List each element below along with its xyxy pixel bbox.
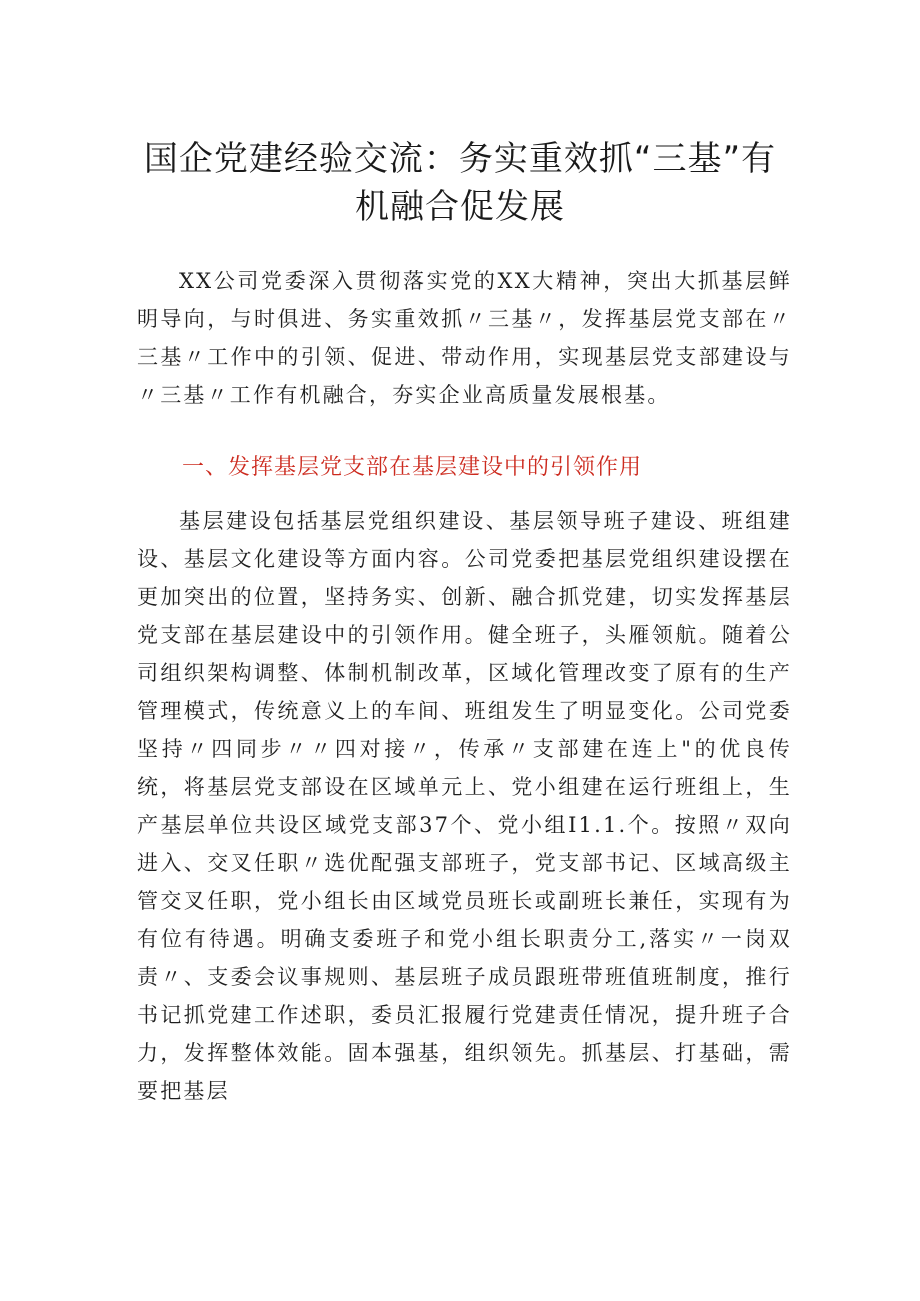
intro-paragraph: XX公司党委深入贯彻落实党的XX大精神，突出大抓基层鲜明导向，与时俱进、务实重效抓〃三基〃，发挥基层党支部在〃三基〃工作中的引领、促进、带动作用，实现基层党支部建设与〃三基〃工作有机融合，夯实企业高质量发展根基。 — [137, 269, 792, 407]
title-line-1: 国企党建经验交流：务实重效抓“三基”有 — [143, 139, 777, 179]
section-heading-1: 一、发挥基层党支部在基层建设中的引领作用 — [182, 455, 643, 480]
document-title — [120, 135, 800, 231]
section-1-paragraph: 基层建设包括基层党组织建设、基层领导班子建设、班组建设、基层文化建设等方面内容。公司党委把基层党组织建设摆在更加突出的位置，坚持务实、创新、融合抓党建，切实发挥基层党支部在基层建设中的引领作用。健全班子，头雁领航。随着公司组织架构调整、体制机制改革，区域化管理改变了原有的生产管理模式，传统意义上的车间、班组发生了明显变化。公司党委坚持〃四同步〃〃四对接〃，传承〃支部建在连上"的优良传统，将基层党支部设在区域单元上、党小组建在运行班组上，生产基层单位共设区域党支部37个、党小组I1.1.个。按照〃双向进入、交叉任职〃选优配强支部班子，党支部书记、区域高级主管交叉任职，党小组长由区域党员班长或副班长兼任，实现有为有位有待遇。明确支委班子和党小组长职责分工,落实〃一岗双责〃、支委会议事规则、基层班子成员跟班带班值班制度，推行书记抓党建工作述职，委员汇报履行党建责任情况，提升班子合力，发挥整体效能。固本强基，组织领先。抓基层、打基础，需要把基层 — [137, 509, 792, 1103]
title-line-2: 机融合促发展 — [355, 187, 565, 227]
